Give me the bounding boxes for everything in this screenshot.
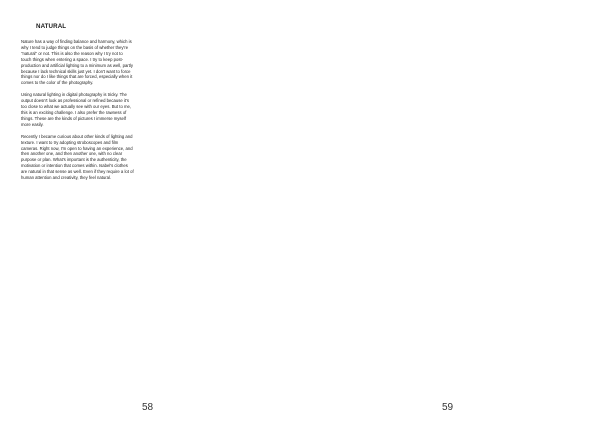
page-number-left: 58 (142, 402, 154, 413)
right-page (300, 0, 600, 424)
paragraph: Using natural lighting in digital photography is tricky. The output doesn't look as professional or refined because it's too close to what we actually see with our eyes. But to me, this is an exciting challenge. I also prefer the rawness of things. These are the kinds of pictures I immerse myself more easily. (21, 92, 132, 127)
paragraph: Nature has a way of finding balance and harmony, which is why I tend to judge things on the basis of whether they're "natural" or not. This is also the reason why I try not to touch things when entering a space. I try to keep post-production and artificial lighting to a minimum as well, partly because I lack technical skills just yet. I don't want to force things nor do I like things that are forced, especially when it comes to the color of the photography. (21, 39, 133, 86)
page-number-right: 59 (442, 402, 454, 413)
body-text (21, 39, 134, 187)
paragraph: Recently I became curious about other kinds of lighting and texture. I want to try adopting stroboscopes and film cameras. Right now, I'm open to having an experience, and then another one, and then another one, with no clear purpose or plan. What's important is the authenticity, the motivation or intention that comes within. Isabel's clothes are natural in that sense as well. Even if they require a lot of human attention and creativity, they feel natural. (21, 133, 134, 181)
section-heading: NATURAL (36, 23, 67, 30)
